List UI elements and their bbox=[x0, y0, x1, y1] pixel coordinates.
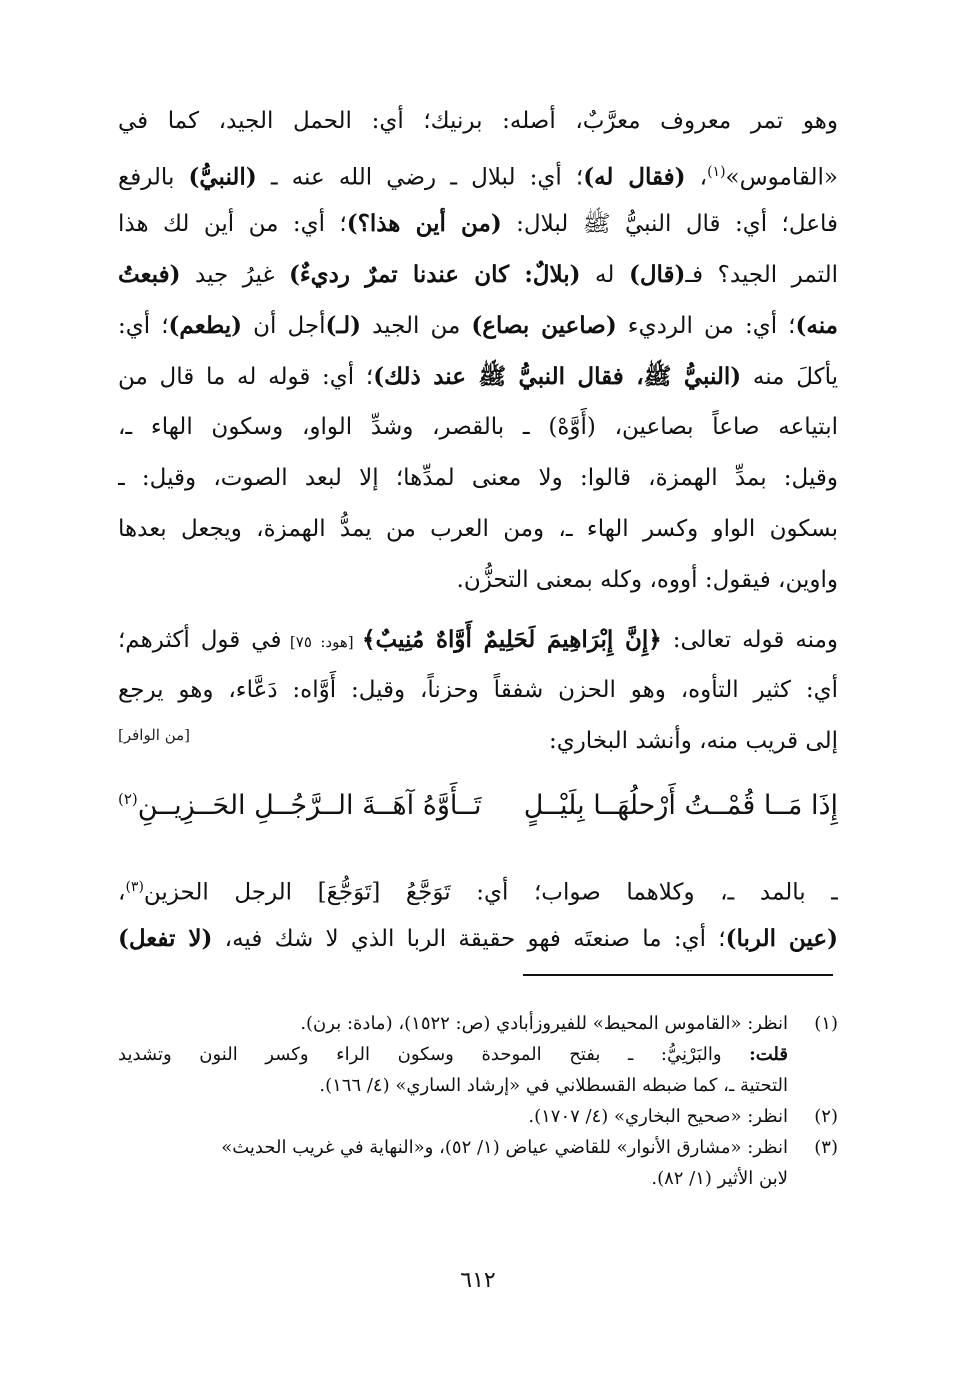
footnote-1 bbox=[118, 1008, 838, 1039]
text-run: وهو تمر معروف معرَّبٌ، أصله: برنيك؛ أي: الحمل الجيد، كما في bbox=[118, 108, 838, 134]
text-line bbox=[118, 147, 838, 198]
footnote-ref[interactable]: (٢) bbox=[118, 790, 138, 808]
footnote-ref[interactable]: (١) bbox=[707, 164, 726, 180]
text-run: فاعل؛ أي: قال النبيُّ ﷺ لبلال: bbox=[501, 211, 838, 237]
text-line bbox=[118, 351, 838, 402]
text-run: التمر الجيد؟ فـ bbox=[685, 262, 838, 288]
footnote-text: والبَرْنِيُّ: ـ بفتح الموحدة وسكون الراء وكسر النون وتشديد bbox=[118, 1044, 750, 1065]
text-line bbox=[118, 913, 838, 964]
bold-run: (عين الربا) bbox=[725, 925, 838, 952]
bold-run: (فبعتُ bbox=[118, 261, 181, 288]
text-run: ، bbox=[685, 164, 708, 191]
footnote-2 bbox=[118, 1101, 838, 1132]
text-run: «القاموس» bbox=[725, 164, 838, 191]
text-run: غيرُ جيد bbox=[180, 262, 289, 288]
text-line bbox=[118, 862, 838, 913]
footnote-number: (٣) bbox=[814, 1137, 838, 1158]
text-run: ومنه قوله تعالى: bbox=[661, 627, 838, 653]
text-line bbox=[118, 96, 838, 147]
footnote-1-continuation: التحتية ـ، كما ضبطه القسطلاني في «إرشاد الساري» (٤/ ١٦٦). bbox=[319, 1075, 788, 1096]
bold-run: (لـ) bbox=[325, 312, 361, 339]
text-run: تَــأَوَّهُ آهَــةَ الــرَّجُــلِ الحَــزِيــنِ bbox=[137, 790, 482, 821]
text-line: واوين، فيقول: أووه، وكله بمعنى التحزُّن. bbox=[456, 567, 838, 593]
paragraph-continuation bbox=[118, 862, 838, 964]
text-line bbox=[118, 614, 838, 665]
bold-run: (قال) bbox=[628, 261, 686, 288]
footnote-text: انظر: «صحيح البخاري» (٤/ ١٧٠٧). bbox=[528, 1106, 788, 1127]
text-run: بالرفع bbox=[118, 164, 189, 191]
text-run: يأكلَ منه bbox=[741, 364, 838, 390]
page-number: ٦١٢ bbox=[460, 1268, 496, 1293]
text-line: وقيل: بمدِّ الهمزة، قالوا: ولا معنى لمدِّها؛ إلا لبعد الصوت، وقيل: ـ bbox=[118, 465, 838, 491]
footnote-text: انظر: «مشارق الأنوار» للقاضي عياض (١/ ٥٢)، و«النهاية في غريب الحديث» bbox=[221, 1137, 788, 1158]
text-run: ، bbox=[118, 879, 126, 906]
text-line bbox=[118, 198, 838, 249]
footnote-1-continuation bbox=[118, 1039, 838, 1070]
footnote-divider bbox=[523, 974, 833, 976]
text-line bbox=[118, 249, 838, 300]
bold-run: (من أين هذا؟) bbox=[346, 210, 502, 237]
bold-run: (النبيُّ ﷺ، فقال النبيُّ ﷺ عند ذلك) bbox=[373, 363, 742, 390]
footnote-ref[interactable]: (٣) bbox=[125, 879, 144, 895]
text-run: ؛ أي: bbox=[118, 313, 169, 339]
bold-run: (فقال له) bbox=[583, 163, 686, 191]
poetry-verse bbox=[118, 790, 838, 850]
footnote-text: انظر: «القاموس المحيط» للفيروزأبادي (ص: ١٥٢٢)، (مادة: برن). bbox=[300, 1013, 788, 1034]
text-run: له bbox=[580, 262, 629, 288]
text-run: ـ بالمد ـ، وكلاهما صواب؛ أي: تَوَجَّعُ [تَوَجُّعَ] الرجل الحزين bbox=[143, 879, 838, 906]
text-run: ؛ أي: ما صنعتَه فهو حقيقة الربا الذي لا شك فيه، bbox=[212, 926, 726, 952]
bold-run: قلت: bbox=[749, 1044, 788, 1065]
text-line: إلى قريب منه، وأنشد البخاري: bbox=[548, 728, 838, 754]
text-run: في قول أكثرهم؛ bbox=[118, 627, 282, 653]
bold-run: (النبيُّ) bbox=[188, 163, 257, 191]
bold-run: (بلالٌ: كان عندنا تمرٌ رديءٌ) bbox=[288, 261, 581, 288]
quran-verse: ﴿إِنَّ إِبْرَاهِيمَ لَحَلِيمٌ أَوَّاهٌ مُنِيبٌ﴾ bbox=[362, 626, 662, 653]
surah-reference: [هود: ٧٥] bbox=[281, 633, 363, 651]
meter-label: [من الوافر] bbox=[118, 726, 191, 744]
paragraph-main bbox=[118, 96, 838, 606]
footnote-3-continuation: لابن الأثير (١/ ٨٢). bbox=[651, 1168, 788, 1189]
text-line: أي: كثير التأوه، وهو الحزن شفقاً وحزناً، وقيل: أَوَّاه: دَعَّاء، وهو يرجع bbox=[118, 677, 838, 703]
footnotes bbox=[118, 1008, 838, 1194]
footnote-3 bbox=[118, 1132, 838, 1163]
text-run: ؛ أي: من الرديء bbox=[616, 313, 796, 339]
text-line: بسكون الواو وكسر الهاء ـ، ومن العرب من يمدُّ الهمزة، ويجعل بعدها bbox=[118, 516, 838, 542]
verse-second-hemistich bbox=[118, 790, 481, 821]
footnote-number: (١) bbox=[814, 1013, 838, 1034]
text-line bbox=[118, 300, 838, 351]
text-run: من الجيد bbox=[361, 313, 472, 339]
footnote-number: (٢) bbox=[814, 1106, 838, 1127]
text-run: أجل أن bbox=[241, 313, 326, 339]
bold-run: (صاعين بصاع) bbox=[471, 312, 617, 339]
text-line: ابتياعه صاعاً بصاعين، (أَوَّهْ) ـ بالقصر، وشدِّ الواو، وسكون الهاء ـ، bbox=[118, 414, 838, 440]
text-run: ؛ أي: من أين لك هذا bbox=[118, 211, 347, 237]
text-run: ؛ أي: قوله له ما قال من bbox=[118, 364, 374, 390]
bold-run: (لا تفعل) bbox=[118, 925, 213, 952]
verse-first-hemistich: إِذَا مَــا قُمْــتُ أَرْحلُهَــا بِلَيْــلٍ bbox=[523, 790, 838, 821]
bold-run: منه) bbox=[795, 312, 838, 339]
bold-run: (يطعم) bbox=[168, 312, 242, 339]
paragraph-quran bbox=[118, 614, 838, 767]
text-run: ؛ أي: لبلال ـ رضي الله عنه ـ bbox=[256, 164, 584, 191]
